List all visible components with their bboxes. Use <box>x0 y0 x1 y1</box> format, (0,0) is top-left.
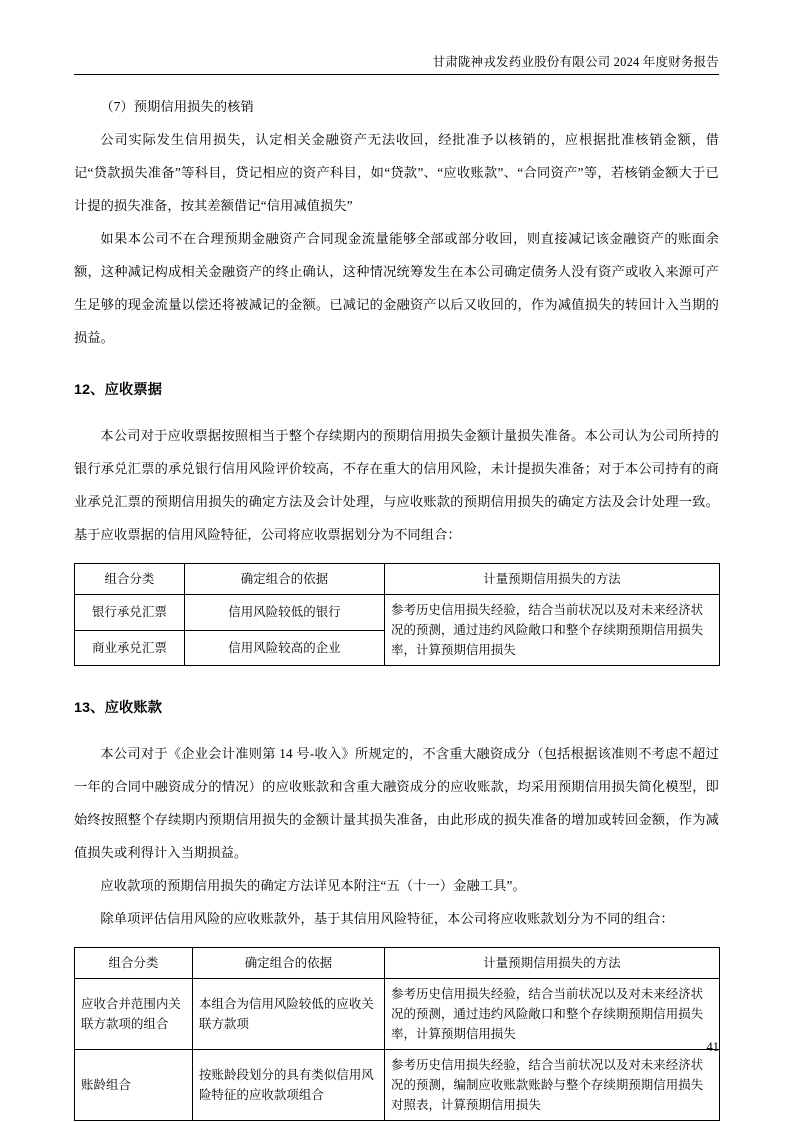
cell-method: 参考历史信用损失经验，结合当前状况以及对未来经济状况的预测，通过违约风险敞口和整个存续期预期信用损失率，计算预期信用损失 <box>385 979 720 1050</box>
paragraph-receivable-accounts-policy: 本公司对于《企业会计准则第 14 号-收入》所规定的，不含重大融资成分（包括根据该准则不考虑不超过一年的合同中融资成分的情况）的应收账款和含重大融资成分的应收账款，均采用预期信用损失简化模型，即始终按照整个存续期内预期信用损失的金额计量其损失准备，由此形成的损失准备的增加或转回金额，作为减值损失或利得计入当期损益。 <box>74 746 719 860</box>
paragraph-reference-financial-instruments: 应收款项的预期信用损失的确定方法详见本附注“五（十一）金融工具”。 <box>100 878 526 893</box>
cell-method: 参考历史信用损失经验，结合当前状况以及对未来经济状况的预测，通过违约风险敞口和整个存续期预期信用损失率，计算预期信用损失 <box>385 595 720 666</box>
cell-basis: 按账龄段划分的具有类似信用风险特征的应收款项组合 <box>193 1050 385 1121</box>
spacer <box>74 407 719 419</box>
paragraph-writeoff-detail: 公司实际发生信用损失，认定相关金融资产无法收回，经批准予以核销的，应根据批准核销金额，借记“贷款损失准备”等科目，贷记相应的资产科目，如“贷款”、“应收账款”、“合同资产”等，若核销金额大于已计提的损失准备，按其差额借记“信用减值损失” <box>74 132 719 213</box>
header-divider <box>74 74 719 75</box>
table-header-row <box>75 948 720 979</box>
spacer <box>74 551 719 563</box>
page-number: 41 <box>706 1040 719 1054</box>
table-row <box>75 979 720 1050</box>
paragraph-receivable-notes-policy: 本公司对于应收票据按照相当于整个存续期内的预期信用损失金额计量损失准备。本公司认为公司所持的银行承兑汇票的承兑银行信用风险评价较高，不存在重大的信用风险，未计提损失准备；对于本公司持有的商业承兑汇票的预期信用损失的确定方法及会计处理，与应收账款的预期信用损失的确定方法及会计处理一致。基于应收票据的信用风险特征，公司将应收票据划分为不同组合： <box>74 428 719 542</box>
cell-method: 参考历史信用损失经验，结合当前状况以及对未来经济状况的预测，编制应收账款账龄与整个存续期预期信用损失对照表，计算预期信用损失 <box>385 1050 720 1121</box>
section-heading-receivable-accounts: 13、应收账款 <box>74 700 163 716</box>
spacer <box>74 666 719 692</box>
table-header-row <box>75 564 720 595</box>
cell-basis: 本组合为信用风险较低的应收关联方款项 <box>193 979 385 1050</box>
spacer <box>74 725 719 737</box>
column-header-category: 组合分类 <box>75 564 185 595</box>
table-row <box>75 1050 720 1121</box>
page-content <box>74 0 719 1122</box>
spacer <box>74 354 719 374</box>
page-header: 甘肃陇神戎发药业股份有限公司 2024 年度财务报告 <box>432 55 719 69</box>
column-header-basis: 确定组合的依据 <box>185 564 385 595</box>
cell-basis: 信用风险较低的银行 <box>185 595 385 631</box>
cell-category: 账龄组合 <box>75 1050 193 1121</box>
document-body <box>74 90 719 1121</box>
paragraph-derecognition-detail: 如果本公司不在合理预期金融资产合同现金流量能够全部或部分收回，则直接减记该金融资产的账面余额，这种减记构成相关金融资产的终止确认，这种情况统筹发生在本公司确定债务人没有资产或收入来源可产生足够的现金流量以偿还将被减记的金额。已减记的金融资产以后又收回的，作为减值损失的转回计入当期的损益。 <box>74 231 719 345</box>
cell-category: 应收合并范围内关联方款项的组合 <box>75 979 193 1050</box>
cell-category: 银行承兑汇票 <box>75 595 185 631</box>
table-row <box>75 595 720 631</box>
column-header-basis: 确定组合的依据 <box>193 948 385 979</box>
section-heading-receivable-notes: 12、应收票据 <box>74 382 163 398</box>
column-header-method: 计量预期信用损失的方法 <box>385 564 720 595</box>
paragraph-portfolio-intro: 除单项评估信用风险的应收账款外，基于其信用风险特征，本公司将应收账款划分为不同的组合： <box>100 911 674 926</box>
spacer <box>74 935 719 947</box>
table-receivable-accounts <box>74 947 720 1121</box>
cell-basis: 信用风险较高的企业 <box>185 630 385 666</box>
column-header-method: 计量预期信用损失的方法 <box>385 948 720 979</box>
cell-category: 商业承兑汇票 <box>75 630 185 666</box>
table-receivable-notes <box>74 563 720 666</box>
subheading-expected-credit-loss-writeoff: （7）预期信用损失的核销 <box>100 99 254 114</box>
column-header-category: 组合分类 <box>75 948 193 979</box>
